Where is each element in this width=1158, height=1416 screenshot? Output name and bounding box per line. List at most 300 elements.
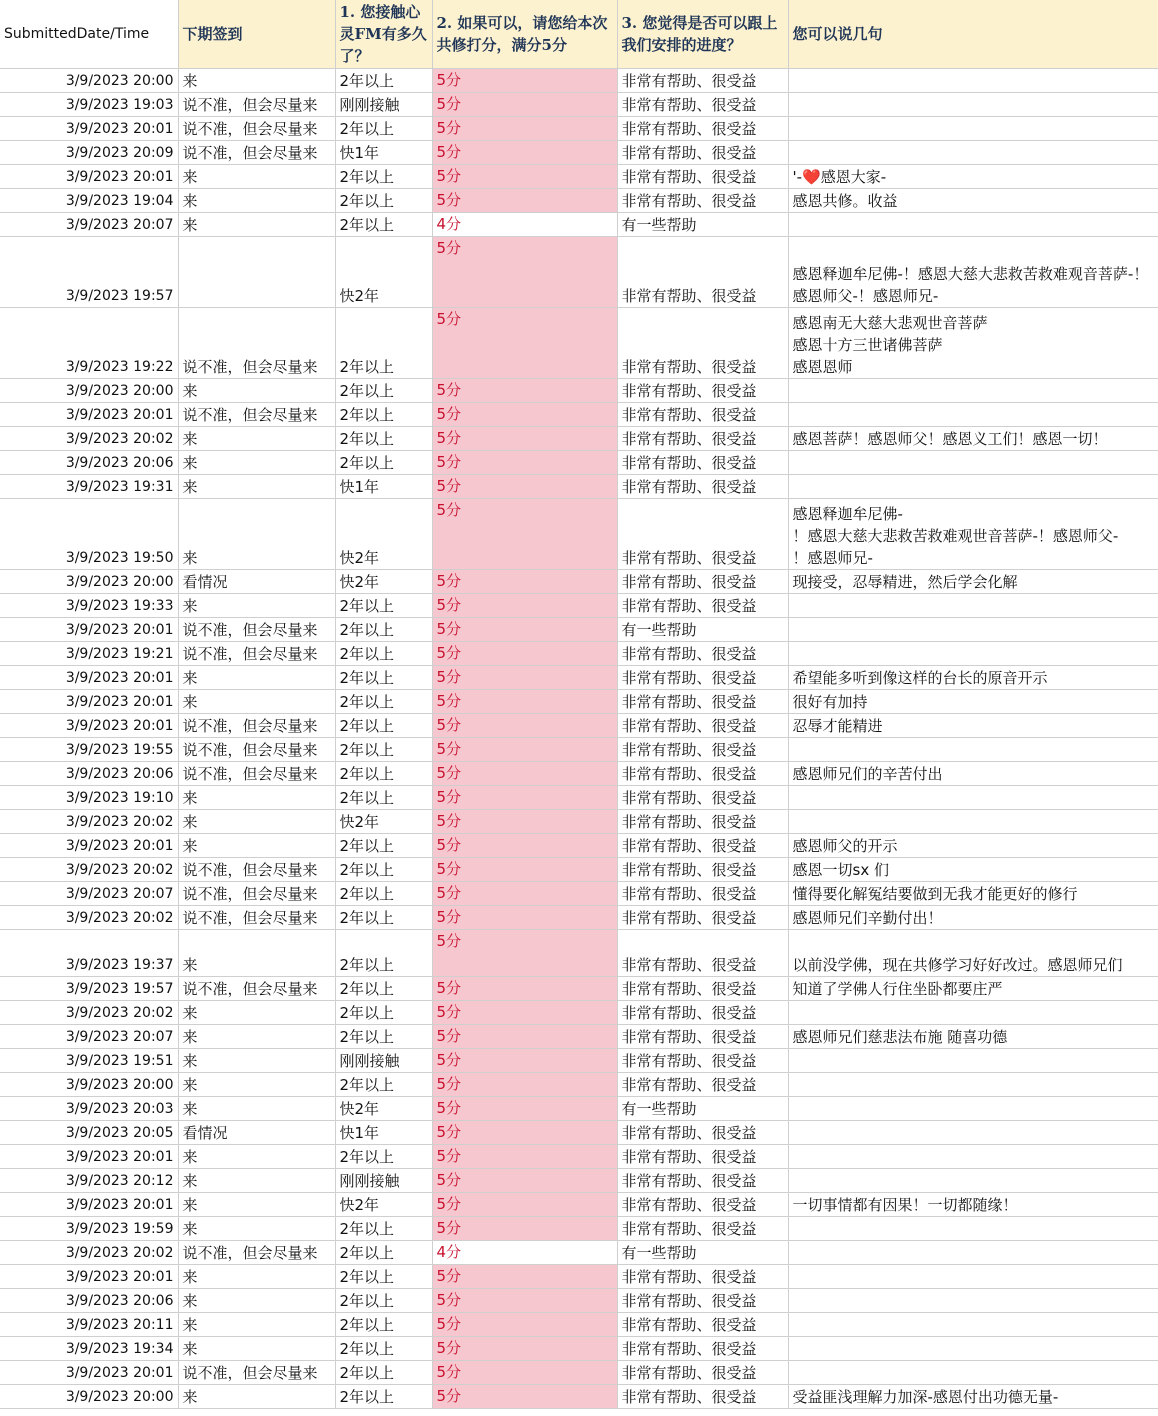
cell-submitted-date[interactable]: 3/9/2023 20:12 (0, 1169, 178, 1193)
cell-progress[interactable]: 非常有帮助、很受益 (617, 1217, 788, 1241)
cell-submitted-date[interactable]: 3/9/2023 20:06 (0, 1289, 178, 1313)
cell-comment[interactable] (788, 618, 1158, 642)
cell-score[interactable]: 5分 (432, 69, 617, 93)
cell-score[interactable]: 5分 (432, 403, 617, 427)
cell-score[interactable]: 5分 (432, 666, 617, 690)
cell-next-attendance[interactable]: 来 (178, 165, 335, 189)
cell-score[interactable]: 5分 (432, 451, 617, 475)
header-comment[interactable]: 您可以说几句 (788, 0, 1158, 69)
cell-progress[interactable]: 非常有帮助、很受益 (617, 165, 788, 189)
cell-comment[interactable]: 懂得要化解冤结要做到无我才能更好的修行 (788, 882, 1158, 906)
cell-progress[interactable]: 非常有帮助、很受益 (617, 475, 788, 499)
cell-score[interactable]: 5分 (432, 714, 617, 738)
cell-submitted-date[interactable]: 3/9/2023 19:51 (0, 1049, 178, 1073)
cell-fm-duration[interactable]: 2年以上 (335, 403, 432, 427)
cell-next-attendance[interactable]: 看情况 (178, 1121, 335, 1145)
cell-fm-duration[interactable]: 2年以上 (335, 117, 432, 141)
cell-next-attendance[interactable]: 说不准，但会尽量来 (178, 403, 335, 427)
cell-comment[interactable] (788, 69, 1158, 93)
cell-progress[interactable]: 非常有帮助、很受益 (617, 403, 788, 427)
cell-progress[interactable]: 非常有帮助、很受益 (617, 93, 788, 117)
cell-progress[interactable]: 非常有帮助、很受益 (617, 642, 788, 666)
cell-fm-duration[interactable]: 2年以上 (335, 594, 432, 618)
cell-submitted-date[interactable]: 3/9/2023 20:06 (0, 762, 178, 786)
cell-progress[interactable]: 非常有帮助、很受益 (617, 1385, 788, 1409)
cell-fm-duration[interactable]: 2年以上 (335, 642, 432, 666)
cell-comment[interactable] (788, 738, 1158, 762)
cell-progress[interactable]: 非常有帮助、很受益 (617, 189, 788, 213)
cell-score[interactable]: 5分 (432, 810, 617, 834)
cell-score[interactable]: 5分 (432, 427, 617, 451)
cell-progress[interactable]: 非常有帮助、很受益 (617, 117, 788, 141)
cell-comment[interactable] (788, 1361, 1158, 1385)
cell-progress[interactable]: 非常有帮助、很受益 (617, 786, 788, 810)
cell-next-attendance[interactable]: 来 (178, 1097, 335, 1121)
cell-progress[interactable]: 非常有帮助、很受益 (617, 379, 788, 403)
cell-comment[interactable] (788, 1337, 1158, 1361)
cell-comment[interactable]: 希望能多听到像这样的台长的原音开示 (788, 666, 1158, 690)
cell-comment[interactable]: 感恩一切sx 们 (788, 858, 1158, 882)
cell-submitted-date[interactable]: 3/9/2023 20:05 (0, 1121, 178, 1145)
cell-next-attendance[interactable]: 说不准，但会尽量来 (178, 117, 335, 141)
cell-next-attendance[interactable]: 说不准，但会尽量来 (178, 882, 335, 906)
cell-progress[interactable]: 非常有帮助、很受益 (617, 308, 788, 379)
cell-fm-duration[interactable]: 2年以上 (335, 977, 432, 1001)
cell-next-attendance[interactable]: 说不准，但会尽量来 (178, 977, 335, 1001)
header-fm-duration[interactable]: 1. 您接触心灵FM有多久了？ (335, 0, 432, 69)
cell-next-attendance[interactable]: 来 (178, 1025, 335, 1049)
cell-fm-duration[interactable]: 快2年 (335, 1097, 432, 1121)
cell-comment[interactable] (788, 475, 1158, 499)
cell-submitted-date[interactable]: 3/9/2023 20:01 (0, 117, 178, 141)
cell-progress[interactable]: 非常有帮助、很受益 (617, 906, 788, 930)
cell-comment[interactable]: 以前没学佛，现在共修学习好好改过。感恩师兄们 (788, 930, 1158, 977)
cell-submitted-date[interactable]: 3/9/2023 20:02 (0, 858, 178, 882)
cell-next-attendance[interactable]: 说不准，但会尽量来 (178, 1361, 335, 1385)
cell-comment[interactable] (788, 1265, 1158, 1289)
cell-next-attendance[interactable]: 来 (178, 1145, 335, 1169)
cell-fm-duration[interactable]: 快2年 (335, 810, 432, 834)
cell-progress[interactable]: 非常有帮助、很受益 (617, 1265, 788, 1289)
cell-score[interactable]: 5分 (432, 1385, 617, 1409)
cell-comment[interactable]: 感恩释迦牟尼佛-！感恩大慈大悲救苦救难观音菩萨-！感恩师父-！感恩师兄- (788, 237, 1158, 308)
cell-score[interactable]: 5分 (432, 642, 617, 666)
cell-comment[interactable] (788, 117, 1158, 141)
cell-comment[interactable]: '-❤️感恩大家- (788, 165, 1158, 189)
cell-progress[interactable]: 非常有帮助、很受益 (617, 834, 788, 858)
cell-submitted-date[interactable]: 3/9/2023 20:02 (0, 1001, 178, 1025)
cell-next-attendance[interactable]: 来 (178, 834, 335, 858)
cell-submitted-date[interactable]: 3/9/2023 20:01 (0, 618, 178, 642)
cell-progress[interactable]: 非常有帮助、很受益 (617, 69, 788, 93)
cell-next-attendance[interactable]: 来 (178, 475, 335, 499)
cell-comment[interactable] (788, 1073, 1158, 1097)
cell-fm-duration[interactable]: 刚刚接触 (335, 1169, 432, 1193)
cell-score[interactable]: 5分 (432, 1025, 617, 1049)
cell-next-attendance[interactable]: 说不准，但会尽量来 (178, 308, 335, 379)
cell-fm-duration[interactable]: 2年以上 (335, 882, 432, 906)
cell-progress[interactable]: 有一些帮助 (617, 1241, 788, 1265)
cell-submitted-date[interactable]: 3/9/2023 19:31 (0, 475, 178, 499)
cell-submitted-date[interactable]: 3/9/2023 20:01 (0, 834, 178, 858)
cell-next-attendance[interactable]: 来 (178, 594, 335, 618)
cell-next-attendance[interactable] (178, 237, 335, 308)
cell-progress[interactable]: 非常有帮助、很受益 (617, 141, 788, 165)
cell-fm-duration[interactable]: 快2年 (335, 237, 432, 308)
cell-submitted-date[interactable]: 3/9/2023 20:01 (0, 1193, 178, 1217)
cell-next-attendance[interactable]: 来 (178, 1385, 335, 1409)
cell-fm-duration[interactable]: 刚刚接触 (335, 93, 432, 117)
cell-submitted-date[interactable]: 3/9/2023 20:11 (0, 1313, 178, 1337)
cell-submitted-date[interactable]: 3/9/2023 19:33 (0, 594, 178, 618)
cell-score[interactable]: 5分 (432, 475, 617, 499)
cell-comment[interactable]: 现接受，忍辱精进，然后学会化解 (788, 570, 1158, 594)
cell-score[interactable]: 5分 (432, 762, 617, 786)
cell-comment[interactable]: 知道了学佛人行住坐卧都要庄严 (788, 977, 1158, 1001)
cell-fm-duration[interactable]: 2年以上 (335, 379, 432, 403)
cell-score[interactable]: 4分 (432, 1241, 617, 1265)
cell-fm-duration[interactable]: 2年以上 (335, 189, 432, 213)
cell-next-attendance[interactable]: 来 (178, 810, 335, 834)
cell-fm-duration[interactable]: 快1年 (335, 141, 432, 165)
cell-comment[interactable] (788, 403, 1158, 427)
cell-fm-duration[interactable]: 2年以上 (335, 451, 432, 475)
cell-submitted-date[interactable]: 3/9/2023 20:00 (0, 69, 178, 93)
cell-score[interactable]: 5分 (432, 165, 617, 189)
cell-next-attendance[interactable]: 来 (178, 930, 335, 977)
cell-score[interactable]: 5分 (432, 786, 617, 810)
cell-next-attendance[interactable]: 来 (178, 1289, 335, 1313)
header-submitted-date[interactable]: SubmittedDate/Time (0, 0, 178, 69)
cell-submitted-date[interactable]: 3/9/2023 19:22 (0, 308, 178, 379)
cell-progress[interactable]: 非常有帮助、很受益 (617, 714, 788, 738)
cell-submitted-date[interactable]: 3/9/2023 19:57 (0, 237, 178, 308)
cell-next-attendance[interactable]: 来 (178, 1265, 335, 1289)
cell-next-attendance[interactable]: 说不准，但会尽量来 (178, 858, 335, 882)
cell-submitted-date[interactable]: 3/9/2023 20:00 (0, 1385, 178, 1409)
cell-next-attendance[interactable]: 来 (178, 786, 335, 810)
cell-score[interactable]: 5分 (432, 141, 617, 165)
cell-score[interactable]: 5分 (432, 930, 617, 977)
cell-score[interactable]: 5分 (432, 738, 617, 762)
cell-comment[interactable]: 感恩共修。收益 (788, 189, 1158, 213)
cell-submitted-date[interactable]: 3/9/2023 19:50 (0, 499, 178, 570)
cell-submitted-date[interactable]: 3/9/2023 20:06 (0, 451, 178, 475)
cell-fm-duration[interactable]: 2年以上 (335, 738, 432, 762)
cell-comment[interactable]: 感恩菩萨！感恩师父！感恩义工们！感恩一切！ (788, 427, 1158, 451)
cell-next-attendance[interactable]: 来 (178, 189, 335, 213)
cell-comment[interactable] (788, 1097, 1158, 1121)
cell-submitted-date[interactable]: 3/9/2023 19:34 (0, 1337, 178, 1361)
cell-score[interactable]: 5分 (432, 906, 617, 930)
cell-next-attendance[interactable]: 来 (178, 1337, 335, 1361)
cell-submitted-date[interactable]: 3/9/2023 20:09 (0, 141, 178, 165)
cell-score[interactable]: 5分 (432, 570, 617, 594)
header-score[interactable]: 2. 如果可以，请您给本次共修打分，满分5分 (432, 0, 617, 69)
cell-comment[interactable] (788, 1121, 1158, 1145)
cell-submitted-date[interactable]: 3/9/2023 20:01 (0, 403, 178, 427)
cell-next-attendance[interactable]: 说不准，但会尽量来 (178, 906, 335, 930)
cell-score[interactable]: 5分 (432, 1337, 617, 1361)
cell-score[interactable]: 5分 (432, 1073, 617, 1097)
cell-fm-duration[interactable]: 2年以上 (335, 213, 432, 237)
cell-next-attendance[interactable]: 说不准，但会尽量来 (178, 642, 335, 666)
cell-score[interactable]: 5分 (432, 1169, 617, 1193)
cell-score[interactable]: 5分 (432, 237, 617, 308)
cell-progress[interactable]: 非常有帮助、很受益 (617, 1289, 788, 1313)
header-progress[interactable]: 3. 您觉得是否可以跟上我们安排的进度？ (617, 0, 788, 69)
cell-fm-duration[interactable]: 快2年 (335, 570, 432, 594)
cell-comment[interactable]: 感恩师父的开示 (788, 834, 1158, 858)
cell-fm-duration[interactable]: 2年以上 (335, 165, 432, 189)
cell-submitted-date[interactable]: 3/9/2023 20:03 (0, 1097, 178, 1121)
header-next-attendance[interactable]: 下期签到 (178, 0, 335, 69)
cell-score[interactable]: 5分 (432, 858, 617, 882)
cell-progress[interactable]: 非常有帮助、很受益 (617, 1049, 788, 1073)
cell-progress[interactable]: 非常有帮助、很受益 (617, 499, 788, 570)
cell-next-attendance[interactable]: 来 (178, 1001, 335, 1025)
cell-next-attendance[interactable]: 来 (178, 213, 335, 237)
cell-comment[interactable] (788, 1313, 1158, 1337)
cell-comment[interactable] (788, 1145, 1158, 1169)
cell-submitted-date[interactable]: 3/9/2023 20:00 (0, 379, 178, 403)
cell-progress[interactable]: 有一些帮助 (617, 213, 788, 237)
cell-next-attendance[interactable]: 来 (178, 666, 335, 690)
cell-fm-duration[interactable]: 2年以上 (335, 618, 432, 642)
cell-score[interactable]: 5分 (432, 594, 617, 618)
cell-progress[interactable]: 非常有帮助、很受益 (617, 977, 788, 1001)
cell-score[interactable]: 5分 (432, 1217, 617, 1241)
cell-progress[interactable]: 非常有帮助、很受益 (617, 738, 788, 762)
cell-comment[interactable] (788, 642, 1158, 666)
cell-next-attendance[interactable]: 说不准，但会尽量来 (178, 93, 335, 117)
cell-progress[interactable]: 非常有帮助、很受益 (617, 1025, 788, 1049)
cell-fm-duration[interactable]: 2年以上 (335, 834, 432, 858)
cell-fm-duration[interactable]: 2年以上 (335, 1289, 432, 1313)
cell-comment[interactable] (788, 594, 1158, 618)
cell-progress[interactable]: 有一些帮助 (617, 1097, 788, 1121)
cell-score[interactable]: 5分 (432, 379, 617, 403)
cell-next-attendance[interactable]: 来 (178, 1073, 335, 1097)
cell-comment[interactable] (788, 1049, 1158, 1073)
cell-fm-duration[interactable]: 2年以上 (335, 1241, 432, 1265)
cell-progress[interactable]: 非常有帮助、很受益 (617, 1361, 788, 1385)
cell-score[interactable]: 5分 (432, 1193, 617, 1217)
cell-score[interactable]: 5分 (432, 189, 617, 213)
cell-progress[interactable]: 非常有帮助、很受益 (617, 1169, 788, 1193)
cell-comment[interactable]: 感恩释迦牟尼佛- ！感恩大慈大悲救苦救难观世音菩萨-！感恩师父- ！感恩师兄- (788, 499, 1158, 570)
cell-next-attendance[interactable]: 看情况 (178, 570, 335, 594)
cell-submitted-date[interactable]: 3/9/2023 20:02 (0, 906, 178, 930)
cell-fm-duration[interactable]: 快2年 (335, 1193, 432, 1217)
cell-next-attendance[interactable]: 说不准，但会尽量来 (178, 762, 335, 786)
cell-submitted-date[interactable]: 3/9/2023 19:21 (0, 642, 178, 666)
cell-fm-duration[interactable]: 2年以上 (335, 1265, 432, 1289)
cell-next-attendance[interactable]: 来 (178, 1169, 335, 1193)
cell-fm-duration[interactable]: 2年以上 (335, 1073, 432, 1097)
cell-submitted-date[interactable]: 3/9/2023 20:02 (0, 1241, 178, 1265)
cell-next-attendance[interactable]: 来 (178, 1049, 335, 1073)
cell-next-attendance[interactable]: 说不准，但会尽量来 (178, 738, 335, 762)
cell-progress[interactable]: 非常有帮助、很受益 (617, 237, 788, 308)
cell-next-attendance[interactable]: 来 (178, 690, 335, 714)
cell-submitted-date[interactable]: 3/9/2023 19:55 (0, 738, 178, 762)
cell-submitted-date[interactable]: 3/9/2023 20:07 (0, 213, 178, 237)
cell-score[interactable]: 5分 (432, 1361, 617, 1385)
cell-comment[interactable]: 忍辱才能精进 (788, 714, 1158, 738)
cell-next-attendance[interactable]: 说不准，但会尽量来 (178, 141, 335, 165)
cell-progress[interactable]: 非常有帮助、很受益 (617, 1145, 788, 1169)
cell-fm-duration[interactable]: 快1年 (335, 1121, 432, 1145)
cell-score[interactable]: 5分 (432, 499, 617, 570)
cell-progress[interactable]: 非常有帮助、很受益 (617, 1193, 788, 1217)
cell-progress[interactable]: 非常有帮助、很受益 (617, 1337, 788, 1361)
cell-score[interactable]: 4分 (432, 213, 617, 237)
cell-submitted-date[interactable]: 3/9/2023 20:01 (0, 1145, 178, 1169)
cell-submitted-date[interactable]: 3/9/2023 20:07 (0, 882, 178, 906)
cell-score[interactable]: 5分 (432, 1289, 617, 1313)
cell-score[interactable]: 5分 (432, 93, 617, 117)
cell-submitted-date[interactable]: 3/9/2023 20:00 (0, 1073, 178, 1097)
cell-fm-duration[interactable]: 2年以上 (335, 1217, 432, 1241)
cell-comment[interactable] (788, 1289, 1158, 1313)
cell-fm-duration[interactable]: 2年以上 (335, 1313, 432, 1337)
cell-score[interactable]: 5分 (432, 117, 617, 141)
cell-score[interactable]: 5分 (432, 1097, 617, 1121)
cell-fm-duration[interactable]: 2年以上 (335, 906, 432, 930)
cell-fm-duration[interactable]: 刚刚接触 (335, 1049, 432, 1073)
cell-comment[interactable]: 一切事情都有因果！一切都随缘！ (788, 1193, 1158, 1217)
cell-next-attendance[interactable]: 来 (178, 1193, 335, 1217)
cell-comment[interactable] (788, 810, 1158, 834)
cell-progress[interactable]: 非常有帮助、很受益 (617, 594, 788, 618)
cell-comment[interactable]: 感恩南无大慈大悲观世音菩萨 感恩十方三世诸佛菩萨 感恩恩师 (788, 308, 1158, 379)
cell-comment[interactable]: 很好有加持 (788, 690, 1158, 714)
cell-submitted-date[interactable]: 3/9/2023 19:37 (0, 930, 178, 977)
cell-fm-duration[interactable]: 快1年 (335, 475, 432, 499)
cell-progress[interactable]: 非常有帮助、很受益 (617, 1001, 788, 1025)
cell-submitted-date[interactable]: 3/9/2023 20:01 (0, 666, 178, 690)
cell-comment[interactable]: 受益匪浅理解力加深-感恩付出功德无量- (788, 1385, 1158, 1409)
cell-fm-duration[interactable]: 2年以上 (335, 858, 432, 882)
cell-comment[interactable] (788, 1241, 1158, 1265)
cell-next-attendance[interactable]: 来 (178, 1313, 335, 1337)
cell-comment[interactable] (788, 1169, 1158, 1193)
cell-progress[interactable]: 非常有帮助、很受益 (617, 1073, 788, 1097)
cell-next-attendance[interactable]: 来 (178, 379, 335, 403)
cell-fm-duration[interactable]: 2年以上 (335, 666, 432, 690)
cell-submitted-date[interactable]: 3/9/2023 20:01 (0, 165, 178, 189)
cell-submitted-date[interactable]: 3/9/2023 20:02 (0, 427, 178, 451)
cell-comment[interactable] (788, 379, 1158, 403)
cell-submitted-date[interactable]: 3/9/2023 20:01 (0, 1361, 178, 1385)
cell-progress[interactable]: 非常有帮助、很受益 (617, 570, 788, 594)
cell-fm-duration[interactable]: 2年以上 (335, 1337, 432, 1361)
cell-progress[interactable]: 非常有帮助、很受益 (617, 762, 788, 786)
cell-submitted-date[interactable]: 3/9/2023 20:00 (0, 570, 178, 594)
cell-fm-duration[interactable]: 2年以上 (335, 786, 432, 810)
cell-comment[interactable] (788, 141, 1158, 165)
cell-progress[interactable]: 非常有帮助、很受益 (617, 690, 788, 714)
cell-comment[interactable] (788, 451, 1158, 475)
cell-progress[interactable]: 非常有帮助、很受益 (617, 1313, 788, 1337)
cell-submitted-date[interactable]: 3/9/2023 19:03 (0, 93, 178, 117)
cell-next-attendance[interactable]: 说不准，但会尽量来 (178, 618, 335, 642)
cell-comment[interactable] (788, 786, 1158, 810)
cell-progress[interactable]: 非常有帮助、很受益 (617, 930, 788, 977)
cell-score[interactable]: 5分 (432, 1121, 617, 1145)
cell-comment[interactable] (788, 1001, 1158, 1025)
cell-progress[interactable]: 非常有帮助、很受益 (617, 451, 788, 475)
cell-score[interactable]: 5分 (432, 977, 617, 1001)
cell-fm-duration[interactable]: 2年以上 (335, 427, 432, 451)
cell-score[interactable]: 5分 (432, 1265, 617, 1289)
cell-score[interactable]: 5分 (432, 1049, 617, 1073)
cell-fm-duration[interactable]: 2年以上 (335, 1385, 432, 1409)
cell-next-attendance[interactable]: 来 (178, 427, 335, 451)
cell-fm-duration[interactable]: 2年以上 (335, 69, 432, 93)
cell-next-attendance[interactable]: 说不准，但会尽量来 (178, 1241, 335, 1265)
cell-comment[interactable]: 感恩师兄们辛勤付出！ (788, 906, 1158, 930)
cell-next-attendance[interactable]: 来 (178, 499, 335, 570)
cell-progress[interactable]: 非常有帮助、很受益 (617, 810, 788, 834)
cell-score[interactable]: 5分 (432, 882, 617, 906)
cell-progress[interactable]: 有一些帮助 (617, 618, 788, 642)
cell-progress[interactable]: 非常有帮助、很受益 (617, 882, 788, 906)
cell-score[interactable]: 5分 (432, 690, 617, 714)
cell-score[interactable]: 5分 (432, 834, 617, 858)
cell-comment[interactable] (788, 1217, 1158, 1241)
cell-submitted-date[interactable]: 3/9/2023 20:02 (0, 810, 178, 834)
cell-next-attendance[interactable]: 说不准，但会尽量来 (178, 714, 335, 738)
cell-fm-duration[interactable]: 2年以上 (335, 1145, 432, 1169)
cell-submitted-date[interactable]: 3/9/2023 20:01 (0, 1265, 178, 1289)
cell-fm-duration[interactable]: 2年以上 (335, 690, 432, 714)
cell-submitted-date[interactable]: 3/9/2023 20:01 (0, 690, 178, 714)
cell-fm-duration[interactable]: 2年以上 (335, 308, 432, 379)
cell-score[interactable]: 5分 (432, 308, 617, 379)
cell-submitted-date[interactable]: 3/9/2023 20:01 (0, 714, 178, 738)
cell-fm-duration[interactable]: 2年以上 (335, 1361, 432, 1385)
cell-comment[interactable]: 感恩师兄们的辛苦付出 (788, 762, 1158, 786)
cell-progress[interactable]: 非常有帮助、很受益 (617, 858, 788, 882)
cell-fm-duration[interactable]: 2年以上 (335, 1001, 432, 1025)
cell-submitted-date[interactable]: 3/9/2023 19:59 (0, 1217, 178, 1241)
cell-fm-duration[interactable]: 2年以上 (335, 714, 432, 738)
cell-fm-duration[interactable]: 快2年 (335, 499, 432, 570)
cell-fm-duration[interactable]: 2年以上 (335, 762, 432, 786)
cell-submitted-date[interactable]: 3/9/2023 19:10 (0, 786, 178, 810)
cell-score[interactable]: 5分 (432, 1145, 617, 1169)
cell-score[interactable]: 5分 (432, 618, 617, 642)
cell-comment[interactable]: 感恩师兄们慈悲法布施 随喜功德 (788, 1025, 1158, 1049)
cell-progress[interactable]: 非常有帮助、很受益 (617, 666, 788, 690)
cell-score[interactable]: 5分 (432, 1313, 617, 1337)
cell-submitted-date[interactable]: 3/9/2023 19:04 (0, 189, 178, 213)
cell-progress[interactable]: 非常有帮助、很受益 (617, 1121, 788, 1145)
cell-next-attendance[interactable]: 来 (178, 1217, 335, 1241)
cell-progress[interactable]: 非常有帮助、很受益 (617, 427, 788, 451)
cell-submitted-date[interactable]: 3/9/2023 19:57 (0, 977, 178, 1001)
cell-fm-duration[interactable]: 2年以上 (335, 930, 432, 977)
cell-fm-duration[interactable]: 2年以上 (335, 1025, 432, 1049)
cell-comment[interactable] (788, 213, 1158, 237)
cell-submitted-date[interactable]: 3/9/2023 20:07 (0, 1025, 178, 1049)
cell-next-attendance[interactable]: 来 (178, 69, 335, 93)
cell-comment[interactable] (788, 93, 1158, 117)
cell-next-attendance[interactable]: 来 (178, 451, 335, 475)
cell-score[interactable]: 5分 (432, 1001, 617, 1025)
